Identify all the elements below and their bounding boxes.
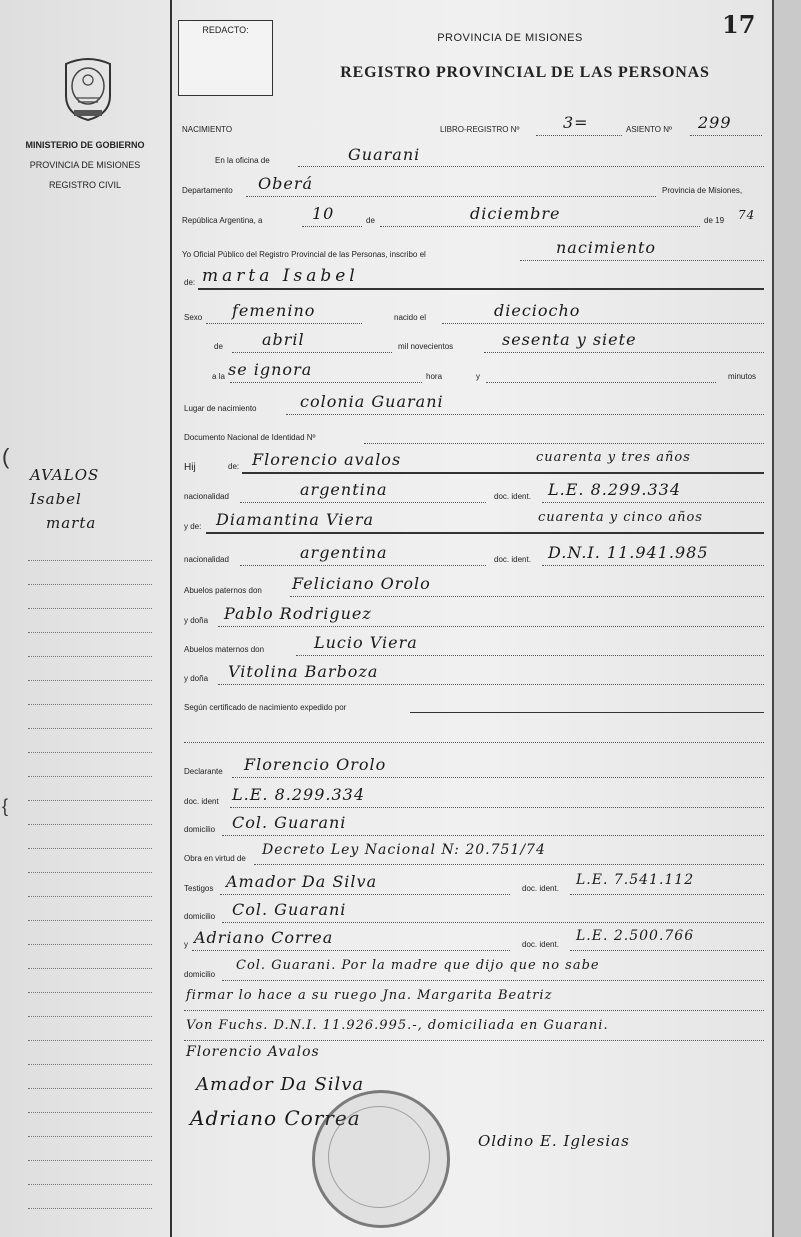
witness1-doc-line [570,894,764,895]
year-value: 74 [738,208,756,222]
mother-nationality-line [240,565,486,566]
certificate-line [410,712,764,713]
born-value: dieciocho [494,301,581,320]
witness2-doc-value: L.E. 2.500.766 [576,928,695,944]
margin-ruled-line [28,632,152,633]
margin-ruled-line [28,968,152,969]
declarant-value: Florencio Orolo [244,755,387,774]
margin-ruled-line [28,680,152,681]
father-value: Florencio avalos [252,450,402,469]
province-label: Provincia de Misiones, [662,186,743,195]
witness2-domicile-line [222,980,764,981]
office-value: Guarani [348,145,421,164]
witnesses-label: Testigos [184,884,214,893]
margin-ruled-line [28,800,152,801]
republic-label: República Argentina, a [182,216,263,225]
name-value: marta Isabel [202,266,359,286]
maternal-grandmother-line [218,684,764,685]
province-header: PROVINCIA DE MISIONES [437,32,583,44]
doc-ident-label: doc. ident. [522,884,559,893]
book-value: 3= [563,113,589,132]
note-line-1 [184,1010,764,1011]
day-line [302,226,362,227]
witness1-doc-value: L.E. 7.541.112 [576,872,695,888]
child-of-label: Hij [184,462,196,473]
signature-father: Florencio Avalos [186,1044,320,1060]
month-value: diciembre [470,204,561,223]
certificate-label: Según certificado de nacimiento expedido por [184,703,347,712]
dni-line [364,443,764,444]
minutes-label: minutos [728,372,757,381]
at-label: a la [212,372,225,381]
bracket-mark: { [2,796,9,816]
ministry-label: MINISTERIO DE GOBIERNO [25,140,145,150]
margin-ruled-line [28,1016,152,1017]
mother-age-value: cuarenta y cinco años [538,510,703,525]
father-doc-value: L.E. 8.299.334 [548,480,681,499]
nationality-label: nacionalidad [184,555,229,564]
entry-value: 299 [698,113,732,132]
paternal-grandfather-label: Abuelos paternos don [184,586,262,595]
witness2-domicile-value: Col. Guarani. Por la madre que dijo que no sabe [236,958,600,973]
margin-ruled-line [28,1160,152,1161]
margin-ruled-line [28,704,152,705]
declarant-doc-label: doc. ident [184,797,219,806]
margin-ruled-line [28,920,152,921]
name-line [198,288,764,290]
declarant-doc-line [230,807,764,808]
birth-month-line [232,352,392,353]
maternal-grandfather-line [296,655,764,656]
margin-name-2: marta [46,514,97,532]
birthplace-value: colonia Guarani [300,392,444,411]
margin-ruled-line [28,1184,152,1185]
maternal-grandfather-label: Abuelos maternos don [184,645,265,654]
name-label: de: [184,278,196,287]
paternal-grandmother-line [218,626,764,627]
margin-ruled-line [28,608,152,609]
officer-stamp [540,1148,680,1174]
left-margin [0,0,170,1237]
margin-ruled-line [28,1064,152,1065]
record-type-value: nacimiento [556,238,657,257]
margin-ruled-line [28,824,152,825]
margin-ruled-line [28,944,152,945]
paternal-grandmother-value: Pablo Rodriguez [224,604,372,623]
declarant-domicile-line [222,835,764,836]
declarant-doc-value: L.E. 8.299.334 [232,785,365,804]
margin-ruled-line [28,872,152,873]
by-virtue-value: Decreto Ley Nacional N: 20.751/74 [262,842,546,858]
book-label: LIBRO-REGISTRO Nº [440,125,520,134]
sex-line [206,323,362,324]
note-line-1-text: firmar lo hace a su ruego Jna. Margarita Beatriz [186,988,553,1003]
born-line [442,323,764,324]
sex-value: femenino [232,301,316,320]
redacto-box [178,20,273,96]
hour-label: hora [426,372,443,381]
civil-registry-label: REGISTRO CIVIL [48,180,121,190]
dni-label: Documento Nacional de Identidad Nº [184,433,316,442]
birth-label: NACIMIENTO [182,125,233,134]
department-line [246,196,656,197]
doc-ident-label: doc. ident. [494,555,531,564]
note-line-2 [184,1040,764,1041]
mother-nationality-value: argentina [300,543,388,562]
witness1-domicile-line [222,922,764,923]
sex-label: Sexo [184,313,203,322]
witness2-value: Adriano Correa [194,928,334,947]
bracket-mark: ( [2,444,10,469]
margin-ruled-line [28,776,152,777]
mother-value: Diamantina Viera [216,510,375,529]
margin-ruled-line [28,1040,152,1041]
birth-year-value: sesenta y siete [502,330,637,349]
by-virtue-label: Obra en virtud de [184,854,246,863]
margin-ruled-line [28,992,152,993]
born-label: nacido el [394,313,427,322]
domicile-label: domicilio [184,970,216,979]
margin-ruled-line [28,1088,152,1089]
official-seal-inner-ring [328,1106,430,1208]
hour-line [230,382,422,383]
entry-line [690,135,762,136]
paternal-grandmother-label: y doña [184,616,209,625]
office-label: En la oficina de [215,156,270,165]
mother-label: y de: [184,522,202,531]
margin-province-label: PROVINCIA DE MISIONES [29,160,141,170]
and-label: y [476,372,480,381]
nationality-label: nacionalidad [184,492,229,501]
paternal-grandfather-line [290,596,764,597]
signature-officer: Oldino E. Iglesias [478,1132,630,1150]
book-line [536,135,622,136]
margin-ruled-line [28,560,152,561]
declarant-domicile-value: Col. Guarani [232,813,347,832]
provincial-crest-icon [62,56,114,122]
year-label: de 19 [704,216,725,225]
father-age-value: cuarenta y tres años [536,450,691,465]
office-line [298,166,764,167]
margin-ruled-line [28,752,152,753]
and-label: y [184,940,188,949]
registry-header: REGISTRO PROVINCIAL DE LAS PERSONAS [340,64,710,81]
birth-month-value: abril [262,330,305,349]
domicile-label: domicilio [184,912,216,921]
margin-ruled-line [28,656,152,657]
mother-line [206,532,764,534]
declarant-line [232,777,764,778]
entry-label: ASIENTO Nº [626,125,672,134]
margin-ruled-line [28,1208,152,1209]
mother-doc-value: D.N.I. 11.941.985 [548,543,709,562]
witness2-line [192,950,510,951]
department-label: Departamento [182,186,233,195]
page-edge-strip [774,0,801,1237]
hour-value: se ignora [228,360,313,379]
father-label: de: [228,462,240,471]
margin-ruled-line [28,848,152,849]
witness1-domicile-value: Col. Guarani [232,900,347,919]
birthplace-label: Lugar de nacimiento [184,404,257,413]
father-doc-line [542,502,764,503]
birthplace-line [286,414,764,415]
signature-witness1: Amador Da Silva [196,1074,365,1095]
margin-ruled-line [28,1112,152,1113]
page-number: 17 [722,10,756,39]
of-label: de [366,216,375,225]
margin-ruled-line [28,1136,152,1137]
birth-year-line [484,352,764,353]
maternal-grandmother-value: Vitolina Barboza [228,662,379,681]
margin-ruled-line [28,584,152,585]
signature-witness2: Adriano Correa [190,1106,361,1130]
officer-label: Yo Oficial Público del Registro Provincial de las Personas, inscribo el [182,250,426,259]
redacto-label: REDACTO: [202,25,249,35]
note-line-2-text: Von Fuchs. D.N.I. 11.926.995.-, domiciliada en Guarani. [186,1018,609,1033]
father-line [242,472,764,474]
father-nationality-value: argentina [300,480,388,499]
margin-name-1: Isabel [30,490,82,508]
margin-surname: AVALOS [30,466,100,484]
margin-ruled-line [28,896,152,897]
doc-ident-label: doc. ident. [494,492,531,501]
maternal-grandfather-value: Lucio Viera [314,633,418,652]
certificate-line-2 [184,742,764,743]
record-type-line [520,260,764,261]
thousand-label: mil novecientos [398,342,454,351]
month-line [380,226,700,227]
birth-month-label: de [214,342,223,351]
paternal-grandfather-value: Feliciano Orolo [292,574,431,593]
minutes-line [486,382,716,383]
department-value: Oberá [258,174,314,193]
doc-ident-label: doc. ident. [522,940,559,949]
father-nationality-line [240,502,486,503]
witness1-value: Amador Da Silva [226,872,378,891]
day-value: 10 [312,204,335,223]
margin-divider [170,0,172,1237]
domicile-label: domicilio [184,825,216,834]
declarant-label: Declarante [184,767,223,776]
mother-doc-line [542,565,764,566]
witness1-line [220,894,510,895]
maternal-grandmother-label: y doña [184,674,209,683]
margin-ruled-line [28,728,152,729]
witness2-doc-line [570,950,764,951]
by-virtue-line [254,864,764,865]
